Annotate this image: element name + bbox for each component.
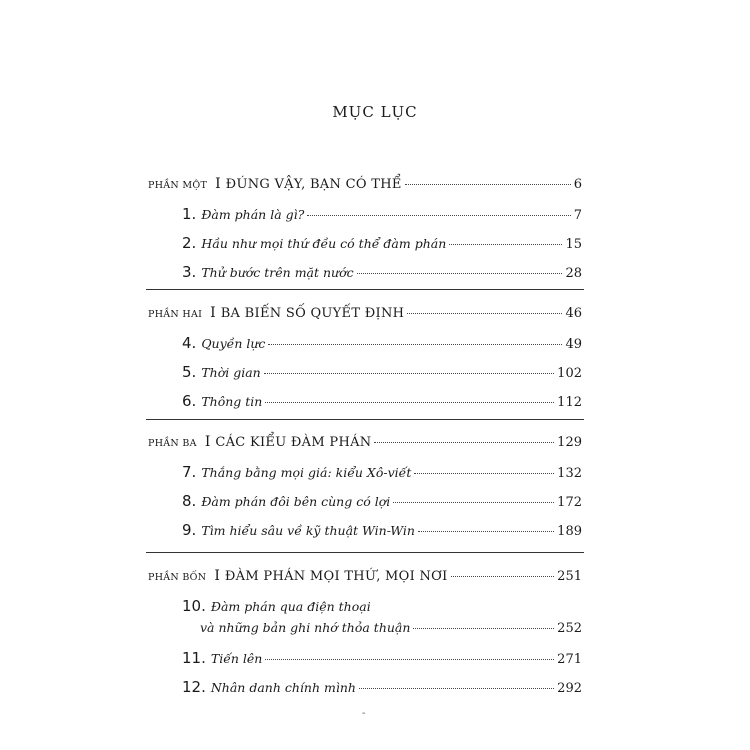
page-number: 292 (557, 681, 582, 696)
part-label: PHẦN BA (148, 438, 197, 449)
dot-leader (265, 659, 554, 660)
toc-chapter-9[interactable] (182, 521, 582, 539)
toc-chapter-8[interactable] (182, 492, 582, 510)
page-number: 112 (557, 395, 582, 410)
chapter-title: Hầu như mọi thứ đều có thể đàm phán (201, 236, 447, 251)
section-divider (146, 289, 584, 290)
chapter-number: 4. (182, 334, 197, 352)
chapter-number: 5. (182, 363, 197, 381)
chapter-title-line2: và những bản ghi nhớ thỏa thuận (200, 620, 411, 635)
chapter-number: 6. (182, 392, 197, 410)
chapter-title: Thông tin (201, 394, 263, 409)
chapter-number: 10. (182, 597, 206, 615)
chapter-title: Quyền lực (201, 336, 266, 351)
page-number: 7 (573, 208, 582, 223)
toc-chapter-4[interactable] (182, 334, 582, 352)
toc-chapter-11[interactable] (182, 649, 582, 667)
toc-chapter-1[interactable] (182, 205, 582, 223)
toc-chapter-7[interactable] (182, 463, 582, 481)
dot-leader (393, 502, 554, 503)
chapter-number: 12. (182, 678, 206, 696)
page-number: 172 (557, 495, 582, 510)
dot-leader (418, 531, 554, 532)
part-title: CÁC KIỂU ĐÀM PHÁN (215, 435, 372, 450)
part-title: BA BIẾN SỐ QUYẾT ĐỊNH (220, 306, 405, 321)
part-separator: I (214, 568, 220, 584)
dot-leader (374, 442, 554, 443)
chapter-number: 9. (182, 521, 197, 539)
page-number: 15 (565, 237, 582, 252)
chapter-number: 11. (182, 649, 206, 667)
chapter-title: Thắng bằng mọi giá: kiểu Xô-viết (201, 465, 412, 480)
toc-chapter-3[interactable] (182, 263, 582, 281)
part-separator: I (210, 305, 216, 321)
part-title: ĐÚNG VẬY, BẠN CÓ THỂ (225, 177, 402, 192)
chapter-number: 2. (182, 234, 197, 252)
part-separator: I (204, 434, 211, 450)
toc-chapter-5[interactable] (182, 363, 582, 381)
page-title: MỤC LỤC (332, 103, 418, 121)
chapter-title: Đàm phán qua điện thoại (210, 599, 371, 614)
dot-leader (451, 576, 555, 577)
section-divider (146, 419, 584, 420)
toc-chapter-12[interactable] (182, 678, 582, 696)
dot-leader (359, 688, 554, 689)
page-number: 6 (573, 177, 582, 192)
chapter-number: 7. (182, 463, 197, 481)
dot-leader (405, 184, 571, 185)
dot-leader (307, 215, 570, 216)
dot-leader (414, 473, 554, 474)
section-divider (146, 552, 584, 553)
chapter-title: Đàm phán đôi bên cùng có lợi (201, 494, 391, 509)
chapter-number: 8. (182, 492, 197, 510)
part-label: PHẦN HAI (148, 309, 203, 320)
page-number: 251 (557, 569, 582, 584)
dot-leader (264, 373, 554, 374)
toc-chapter-2[interactable] (182, 234, 582, 252)
dot-leader (407, 313, 562, 314)
page-number: 102 (557, 366, 582, 381)
chapter-title: Thời gian (201, 365, 261, 380)
chapter-title: Tìm hiểu sâu về kỹ thuật Win-Win (201, 523, 415, 538)
chapter-title: Đàm phán là gì? (201, 207, 305, 222)
toc-part-4[interactable] (148, 568, 582, 584)
footer-mark: - (362, 708, 366, 719)
toc-part-3[interactable] (148, 434, 582, 450)
toc-chapter-10[interactable] (182, 597, 582, 615)
part-separator: I (215, 176, 221, 192)
page-number: 252 (557, 621, 582, 636)
chapter-title: Tiến lên (210, 651, 263, 666)
toc-chapter-10-continued[interactable] (182, 620, 582, 636)
page-number: 129 (557, 435, 582, 450)
chapter-number: 3. (182, 263, 197, 281)
chapter-title: Nhân danh chính mình (210, 680, 356, 695)
dot-leader (268, 344, 562, 345)
part-label: PHẦN MỘT (148, 180, 208, 191)
page-number: 189 (557, 524, 582, 539)
part-label: PHẦN BỐN (148, 572, 207, 583)
dot-leader (449, 244, 562, 245)
page-number: 46 (565, 306, 582, 321)
page-number: 28 (565, 266, 582, 281)
toc-chapter-6[interactable] (182, 392, 582, 410)
dot-leader (413, 628, 554, 629)
chapter-number: 1. (182, 205, 197, 223)
toc-part-1[interactable] (148, 176, 582, 192)
page-number: 271 (557, 652, 582, 667)
toc-part-2[interactable] (148, 305, 582, 321)
page-number: 49 (565, 337, 582, 352)
chapter-title: Thử bước trên mặt nước (201, 265, 354, 280)
dot-leader (265, 402, 554, 403)
part-title: ĐÀM PHÁN MỌI THỨ, MỌI NƠI (224, 569, 448, 584)
dot-leader (357, 273, 563, 274)
page-number: 132 (557, 466, 582, 481)
